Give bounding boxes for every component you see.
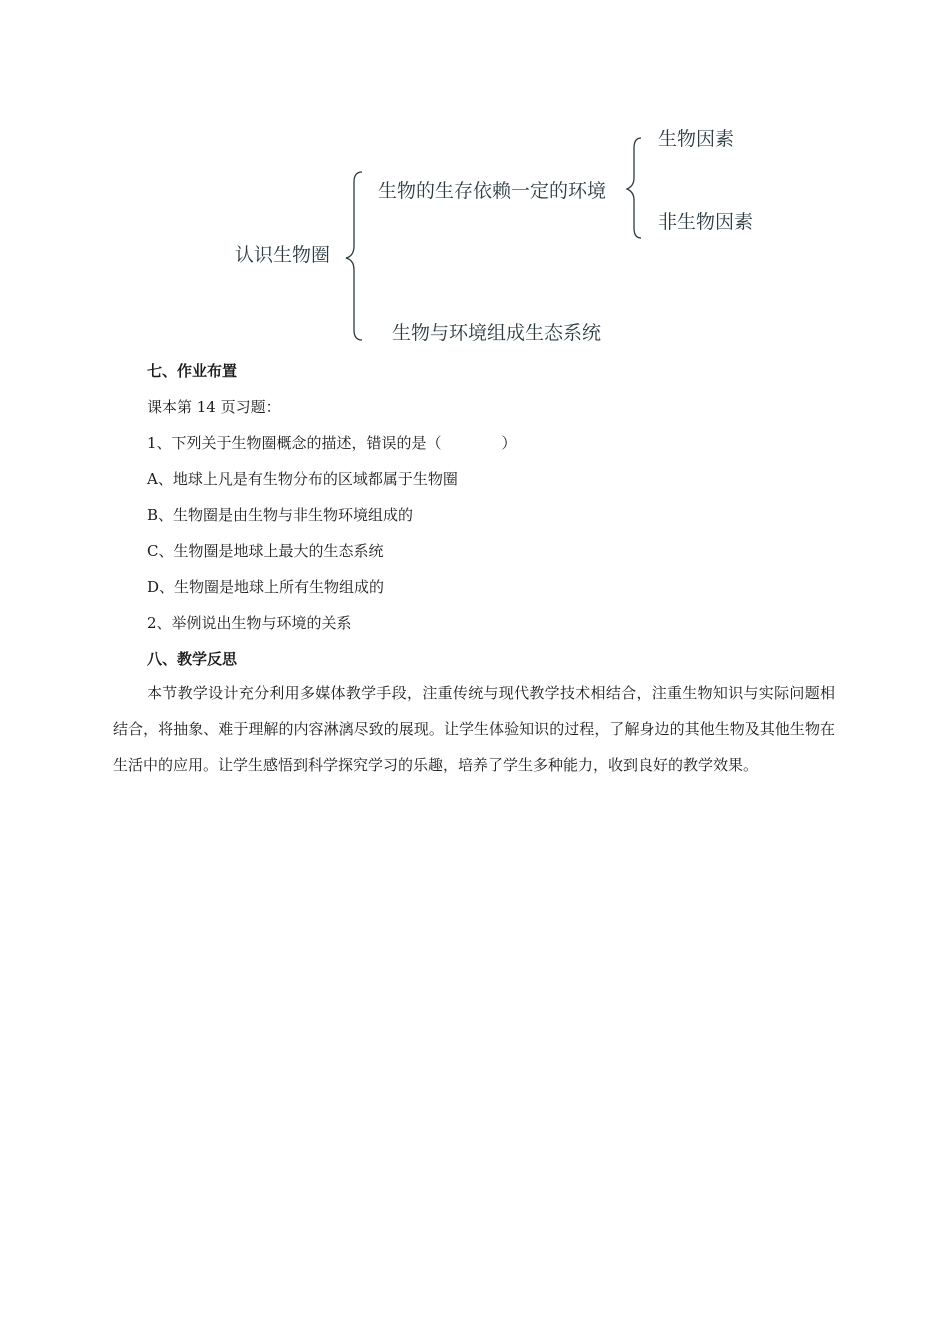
option-c: C、生物圈是地球上最大的生态系统: [147, 542, 384, 560]
concept-root: 认识生物圈: [235, 244, 331, 266]
reflection-paragraph: 本节教学设计充分利用多媒体教学手段，注重传统与现代教学技术相结合，注重生物知识与实际问题相结合，将抽象、难于理解的内容淋漓尽致的展现。让学生体验知识的过程，了解身边的其他生物及其他生物在生活中的应用。让学生感悟到科学探究学习的乐趣，培养了学生多种能力，收到良好的教学效果。: [113, 684, 835, 774]
concept-map: [0, 0, 950, 350]
option-b: B、生物圈是由生物与非生物环境组成的: [147, 506, 414, 524]
option-a: A、地球上凡是有生物分布的区域都属于生物圈: [147, 470, 458, 488]
concept-branch-b: 生物与环境组成生态系统: [392, 322, 602, 344]
homework-intro: 课本第 14 页习题：: [147, 398, 281, 416]
concept-branch-a-child-2: 非生物因素: [658, 211, 754, 233]
question-1: 1、下列关于生物圈概念的描述，错误的是（ ）: [147, 434, 517, 452]
concept-map-braces: [0, 0, 950, 350]
root-brace: [346, 172, 362, 340]
branch-a-brace: [627, 138, 641, 238]
question-2: 2、举例说出生物与环境的关系: [147, 614, 352, 632]
section-8-heading: 八、教学反思: [147, 650, 238, 668]
section-7-heading: 七、作业布置: [147, 362, 238, 380]
concept-branch-a: 生物的生存依赖一定的环境: [378, 180, 607, 202]
concept-branch-a-child-1: 生物因素: [658, 128, 735, 150]
option-d: D、生物圈是地球上所有生物组成的: [147, 578, 385, 596]
